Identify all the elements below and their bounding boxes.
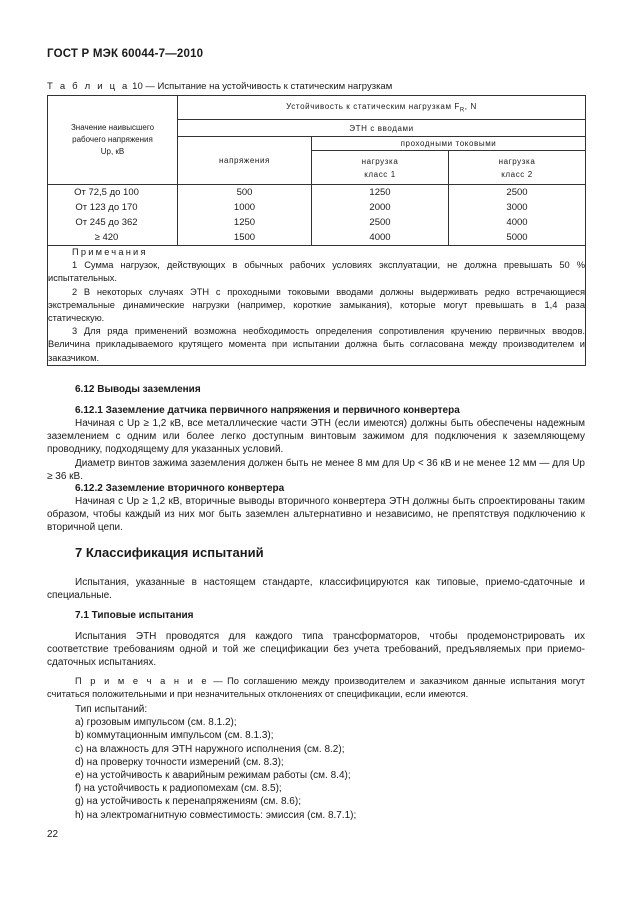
section-6-12-1-title: 6.12.1 Заземление датчика первичного напряжения и первичного конвертера	[75, 405, 460, 416]
table-caption-text: 10 — Испытание на устойчивость к статическим нагрузкам	[129, 81, 393, 92]
list-item: a) грозовым импульсом (см. 8.1.2);	[75, 717, 237, 729]
section-6-12-2-para-1: Начиная с Uр ≥ 1,2 кВ, вторичные выводы вторичного конвертера ЭТН должны быть спроектированы таким образом, чтобы каждый из них мог быть заземлен альтернативно и независимо, не препятствуя подключению к вторичной цепи.	[47, 496, 585, 534]
list-item: h) на электромагнитную совместимость: эмиссия (см. 8.7.1);	[75, 809, 357, 821]
load2-column: 2500 3000 4000 5000	[449, 185, 586, 246]
section-7-1-title: 7.1 Типовые испытания	[75, 610, 194, 621]
voltage-column: 500 1000 1250 1500	[178, 185, 312, 246]
static-load-table	[47, 95, 586, 366]
list-item: f) на устойчивость к радиопомехам (см. 8.5);	[75, 783, 282, 795]
section-7-para-1: Испытания, указанные в настоящем стандарте, классифицируются как типовые, приемо-сдаточные и специальные.	[47, 577, 585, 602]
section-6-12-1-para-1: Начиная с Uр ≥ 1,2 кВ, все металлические части ЭТН (если имеются) должны быть обеспечены надежным заземлением с одним или более легко доступным винтовым зажимом для подключения к заземляющему проводнику, подходящему для указанных условий.	[47, 418, 585, 456]
load-class1-header: нагрузка класс 1	[312, 151, 449, 185]
note-2: 2 В некоторых случаях ЭТН с проходными токовыми вводами должны выдерживать редко встречающиеся экстремальные динамические нагрузки (например, короткие замыкания), которые могут превышать в 1,4 раза статическую.	[48, 286, 585, 324]
range-column: От 72,5 до 100 От 123 до 170 От 245 до 362 ≥ 420	[48, 185, 178, 246]
voltage-inputs-header: напряжения	[178, 137, 312, 185]
load1-column: 1250 2000 2500 4000	[312, 185, 449, 246]
current-inputs-header: проходными токовыми	[312, 137, 586, 151]
load-class2-header: нагрузка класс 2	[449, 151, 586, 185]
section-7-1-para-1: Испытания ЭТН проводятся для каждого типа трансформаторов, чтобы продемонстрировать их соответствие требованиям одной и той же спецификации без учета требований, предъявляемых при приемо-сдаточных испытаниях.	[47, 631, 585, 669]
section-6-12-1-para-2: Диаметр винтов зажима заземления должен быть не менее 8 мм для Uр < 36 кВ и не менее 12 мм — для Uр ≥ 36 кВ.	[47, 458, 585, 483]
etn-header: ЭТН с вводами	[178, 120, 586, 137]
section-6-12-title: 6.12 Выводы заземления	[75, 384, 201, 395]
note-3: 3 Для ряда применений возможна необходимость определения сопротивления кручению первичных вводов. Величина прикладываемого крутящего момента при испытании должна быть согласована между производителем и заказчиком.	[48, 326, 585, 363]
note-1: 1 Сумма нагрузок, действующих в обычных рабочих условиях эксплуатации, не должна превышать 50 % испытательных.	[48, 260, 585, 284]
page-number: 22	[47, 829, 59, 840]
standard-header: ГОСТ Р МЭК 60044-7—2010	[47, 48, 204, 60]
static-load-header: Устойчивость к статическим нагрузкам $F_R$, N	[178, 96, 586, 120]
list-item: b) коммутационным импульсом (см. 8.1.3);	[75, 730, 274, 742]
section-6-12-2-title: 6.12.2 Заземление вторичного конвертера	[75, 483, 285, 494]
test-types-list	[75, 703, 356, 822]
list-item: c) на влажность для ЭТН наружного исполнения (см. 8.2);	[75, 743, 345, 755]
list-item: d) на проверку точности измерений (см. 8.3);	[75, 756, 284, 768]
notes-heading: Примечания	[72, 247, 148, 257]
table-notes	[48, 246, 586, 366]
section-7-1-note: П р и м е ч а н и е — По соглашению между производителем и заказчиком данные испытания могут считаться положительными и при незначительных отклонениях от спецификации, если имеются.	[47, 676, 585, 700]
tests-intro: Тип испытаний:	[75, 704, 148, 715]
list-item: e) на устойчивость к аварийным режимам работы (см. 8.4);	[75, 770, 351, 782]
section-7-title: 7 Классификация испытаний	[75, 545, 264, 560]
table-caption-prefix: Т а б л и ц а	[47, 81, 130, 92]
list-item: g) на устойчивость к перенапряжениям (см. 8.6);	[75, 796, 301, 808]
col-voltage-range-header: Значение наивысшего рабочего напряжения Uр, кВ	[48, 96, 178, 185]
table-caption	[47, 81, 392, 92]
